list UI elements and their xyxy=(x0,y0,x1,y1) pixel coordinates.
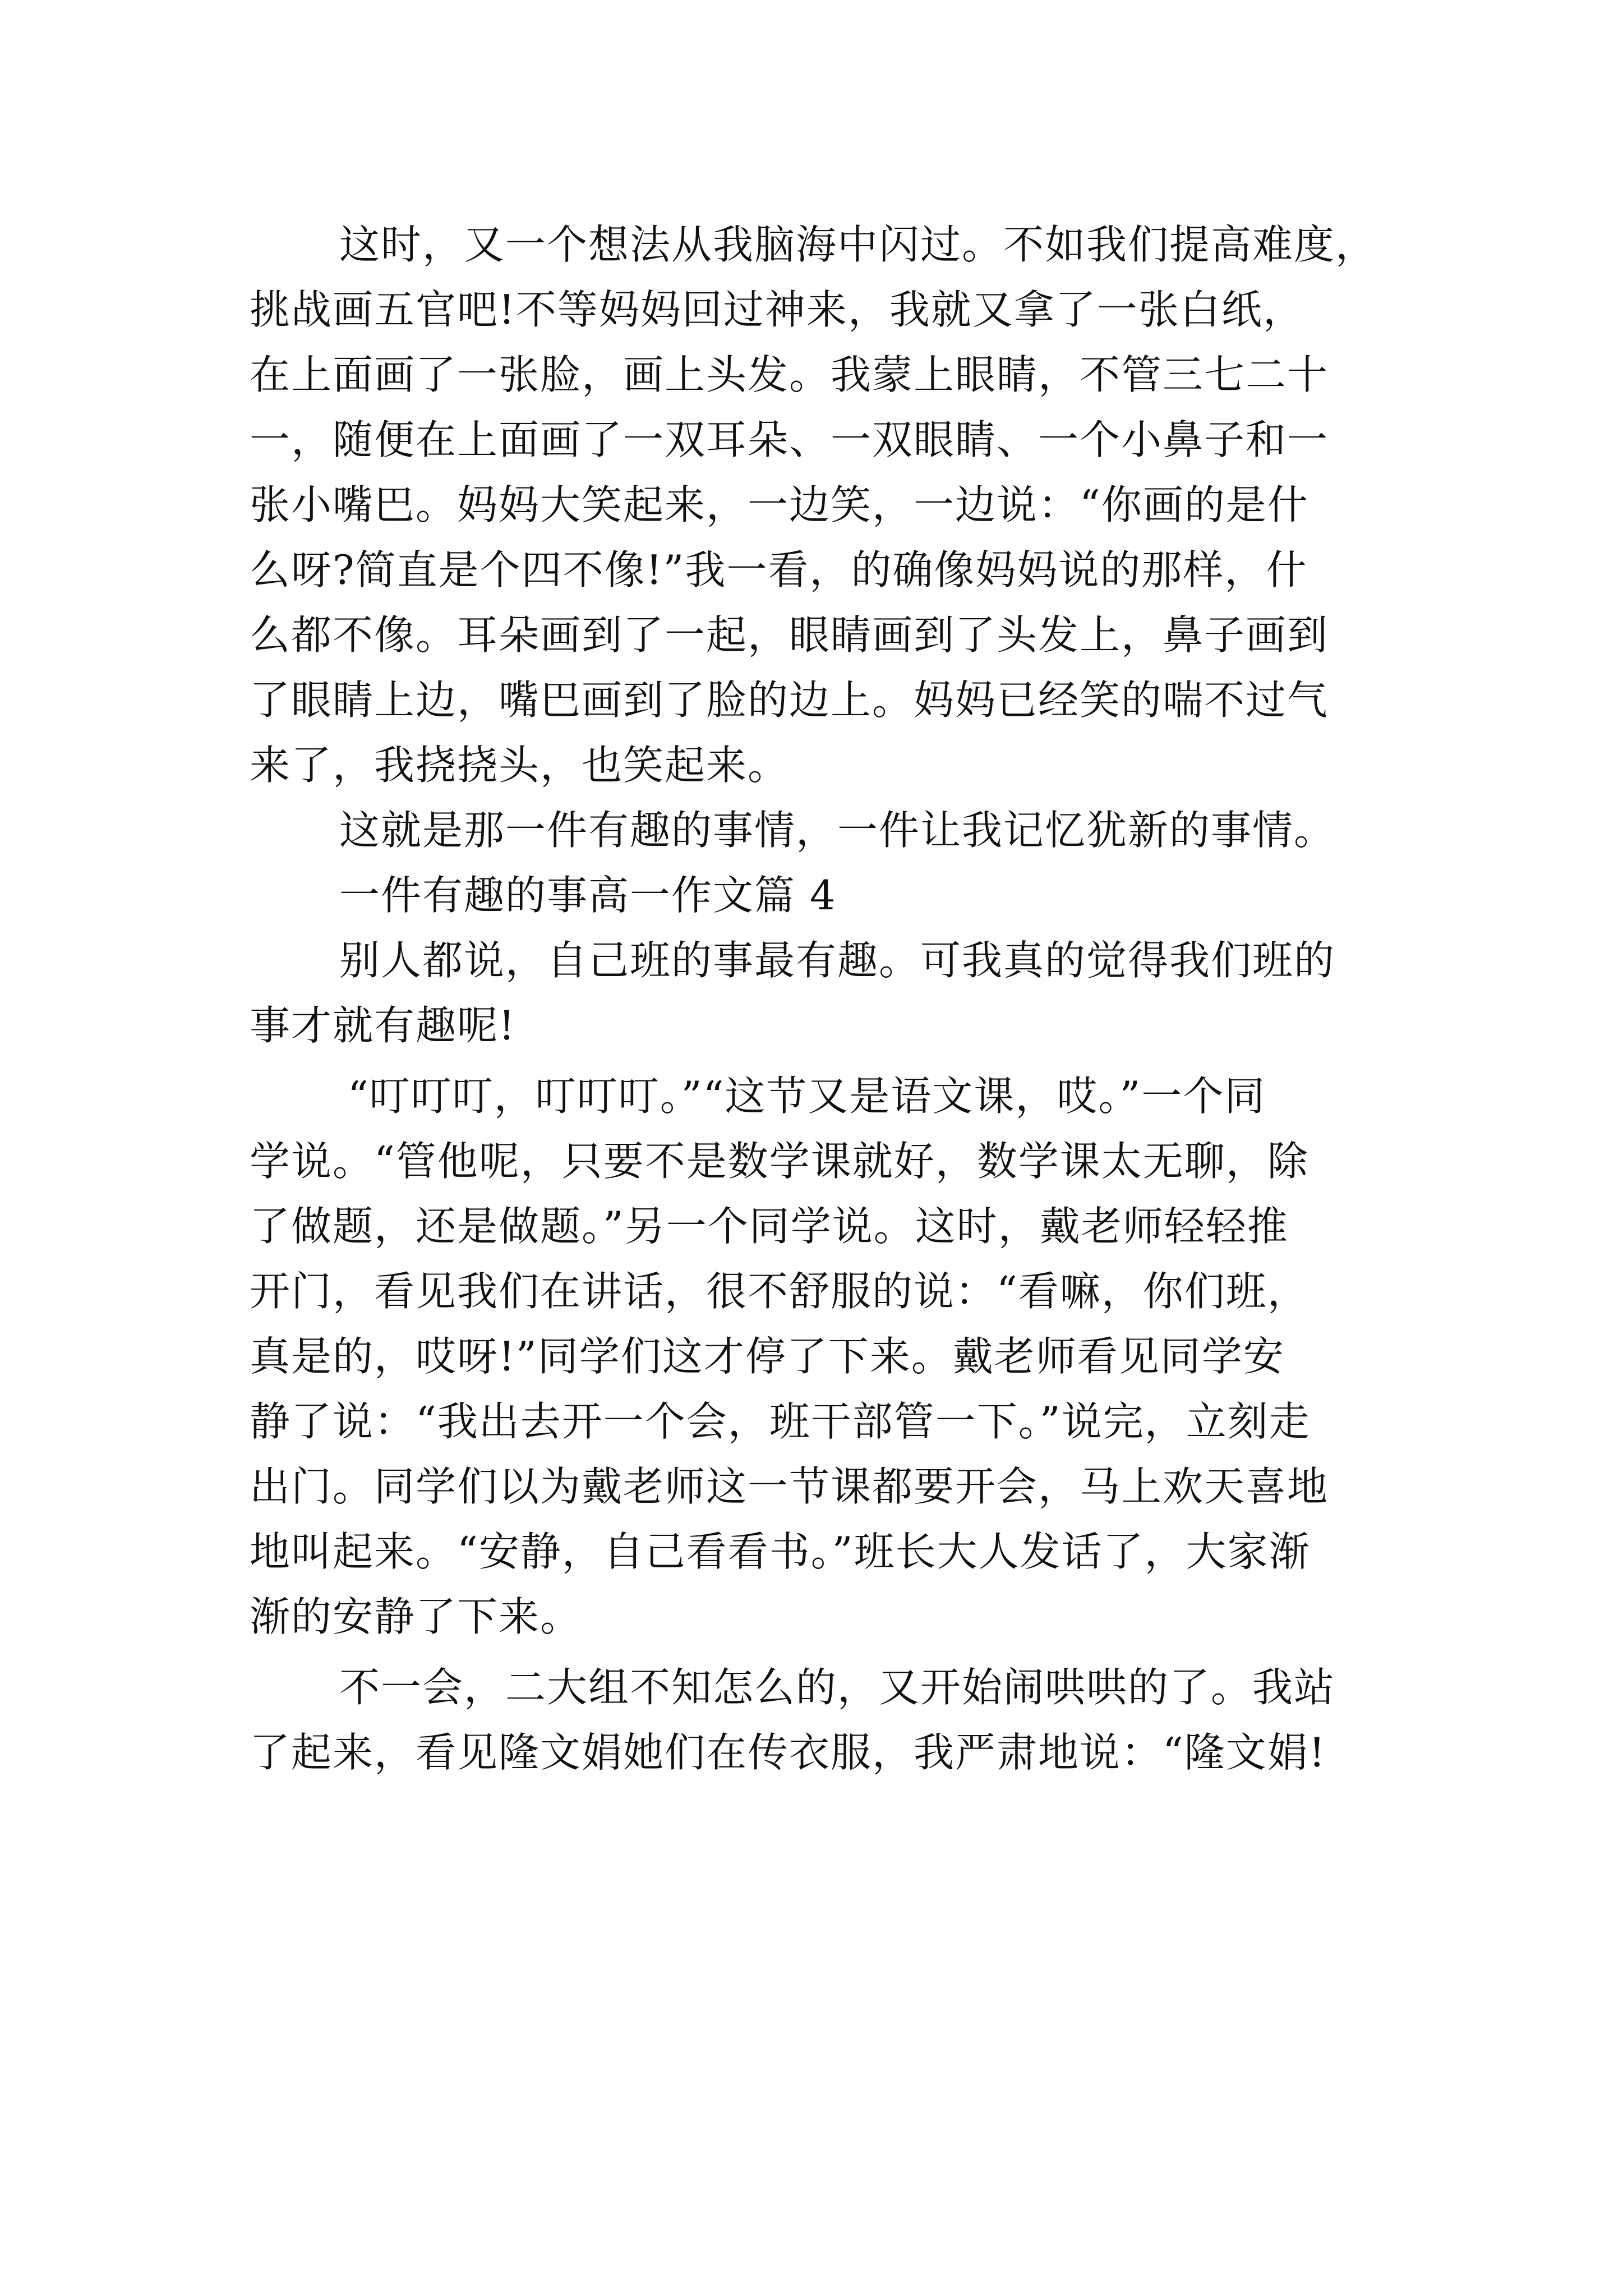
text-line: 了起来，看见隆文娟她们在传衣服，我严肃地说：“隆文娟! xyxy=(250,1729,1326,1776)
text-line: 张小嘴巴。妈妈大笑起来，一边笑，一边说：“你画的是什 xyxy=(250,481,1309,528)
text-line: 不一会，二大组不知怎么的，又开始闹哄哄的了。我站 xyxy=(339,1664,1336,1711)
text-line: 这时，又一个想法从我脑海中闪过。不如我们提高难度， xyxy=(339,221,1377,268)
text-line: 出门。同学们以为戴老师这一节课都要开会，马上欢天喜地 xyxy=(250,1463,1329,1510)
text-line: 么都不像。耳朵画到了一起，眼睛画到了头发上，鼻子画到 xyxy=(250,611,1329,659)
text-line: 了眼睛上边，嘴巴画到了脸的边上。妈妈已经笑的喘不过气 xyxy=(250,677,1329,724)
text-line: 了做题，还是做题。”另一个同学说。这时，戴老师轻轻推 xyxy=(250,1203,1289,1250)
text-line: 在上面画了一张脸，画上头发。我蒙上眼睛，不管三七二十 xyxy=(250,351,1329,398)
text-line: 学说。“管他呢，只要不是数学课就好，数学课太无聊，除 xyxy=(250,1138,1309,1185)
text-line: 一，随便在上面画了一双耳朵、一双眼睛、一个小鼻子和一 xyxy=(250,416,1329,463)
text-line: 开门，看见我们在讲话，很不舒服的说：“看嘛，你们班， xyxy=(250,1268,1309,1315)
section-heading: 一件有趣的事高一作文篇 4 xyxy=(339,872,837,919)
text-line: 别人都说，自己班的事最有趣。可我真的觉得我们班的 xyxy=(339,937,1336,984)
text-line: 事才就有趣呢! xyxy=(250,1002,516,1049)
text-line: 挑战画五官吧!不等妈妈回过神来，我就又拿了一张白纸， xyxy=(250,286,1304,333)
text-line: 来了，我挠挠头，也笑起来。 xyxy=(250,742,790,789)
text-line: 静了说：“我出去开一个会，班干部管一下。”说完，立刻走 xyxy=(250,1398,1311,1445)
text-line: 真是的，哎呀!”同学们这才停了下来。戴老师看见同学安 xyxy=(250,1333,1285,1380)
text-line: 地叫起来。“安静，自己看看书。”班长大人发话了，大家渐 xyxy=(250,1528,1311,1575)
text-line: “叮叮叮，叮叮叮。”“这节又是语文课，哎。”一个同 xyxy=(348,1073,1266,1120)
text-line: 渐的安静了下来。 xyxy=(250,1593,582,1640)
text-line: 么呀?简直是个四不像!”我一看，的确像妈妈说的那样，什 xyxy=(250,546,1308,593)
text-line: 这就是那一件有趣的事情，一件让我记忆犹新的事情。 xyxy=(339,807,1336,854)
